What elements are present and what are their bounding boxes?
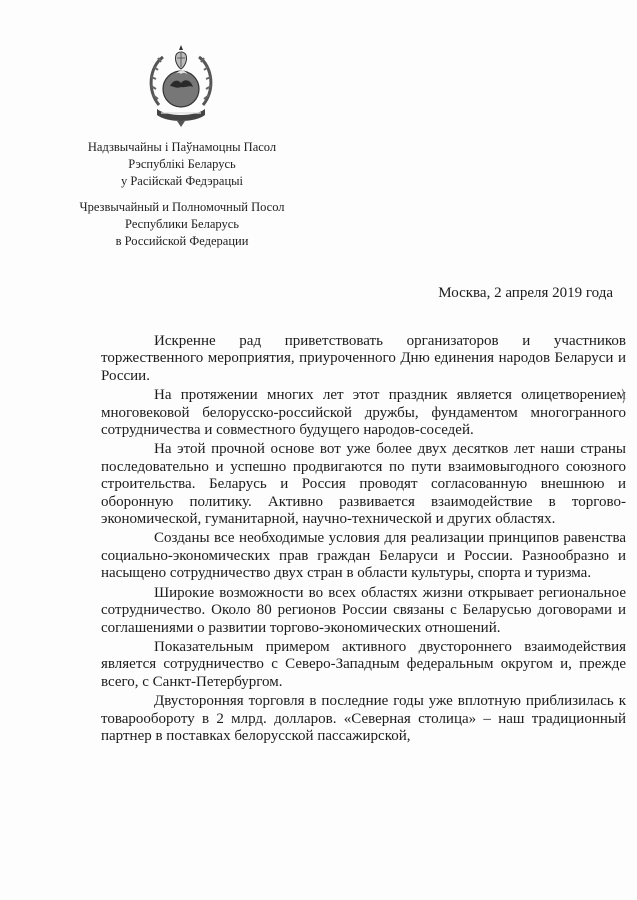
header-ru-line-2: Республики Беларусь bbox=[125, 217, 239, 231]
header-ru-line-3: в Российской Федерации bbox=[115, 234, 249, 248]
header-by-line-1: Надзвычайны і Паўнамоцны Пасол bbox=[87, 140, 277, 154]
paragraph: Двусторонняя торговля в последние годы уже вплотную приблизилась к товарообороту в 2 млрд. долларов. «Северная столица» – наш традиционный партнер в поставках белорусской пассажирской, bbox=[101, 693, 626, 744]
letter-date: Москва, 2 апреля 2019 года bbox=[438, 285, 613, 301]
header-belarusian bbox=[62, 139, 302, 190]
paragraph: Широкие возможности во всех областях жизни открывает региональное сотрудничество. Около 80 регионов России связаны с Беларусью договорами и соглашениями о развитии торгово-экономических отношений. bbox=[101, 584, 626, 636]
paragraph: Искренне рад приветствовать организаторов и участников торжественного мероприятия, приуроченного Дню единения народов Беларуси и России. bbox=[101, 333, 626, 384]
letter-body bbox=[101, 333, 626, 747]
paragraph: Показательным примером активного двустороннего взаимодействия является сотрудничество с Северо-Западным федеральным округом и, прежде всего, с Санкт-Петербургом. bbox=[101, 638, 626, 690]
paragraph: Созданы все необходимые условия для реализации принципов равенства социально-экономических прав граждан Беларуси и России. Разнообразно и насыщено сотрудничество двух стран в области культуры, спорта и туризма. bbox=[101, 530, 626, 582]
header-by-line-3: у Расійскай Федэрацыі bbox=[120, 174, 244, 188]
paragraph: На этой прочной основе вот уже более двух десятков лет наши страны последовательно и успешно продвигаются по пути взаимовыгодного союзного строительства. Беларусь и Россия проводят согласованную внешнюю и оборонную политику. Активно развивается взаимодействие в торгово-экономической, гуманитарной, научно-технической и других областях. bbox=[101, 441, 626, 528]
header-ru-line-1: Чрезвычайный и Полномочный Посол bbox=[79, 200, 285, 214]
state-emblem-icon bbox=[143, 43, 219, 131]
scan-edge-mark bbox=[621, 388, 627, 404]
header-by-line-2: Рэспублікі Беларусь bbox=[128, 157, 236, 171]
header-russian bbox=[62, 199, 302, 250]
paragraph: На протяжении многих лет этот праздник является олицетворением многовековой белорусско-российской дружбы, фундаментом многогранного сотрудничества и совместного будущего народов-соседей. bbox=[101, 387, 626, 439]
